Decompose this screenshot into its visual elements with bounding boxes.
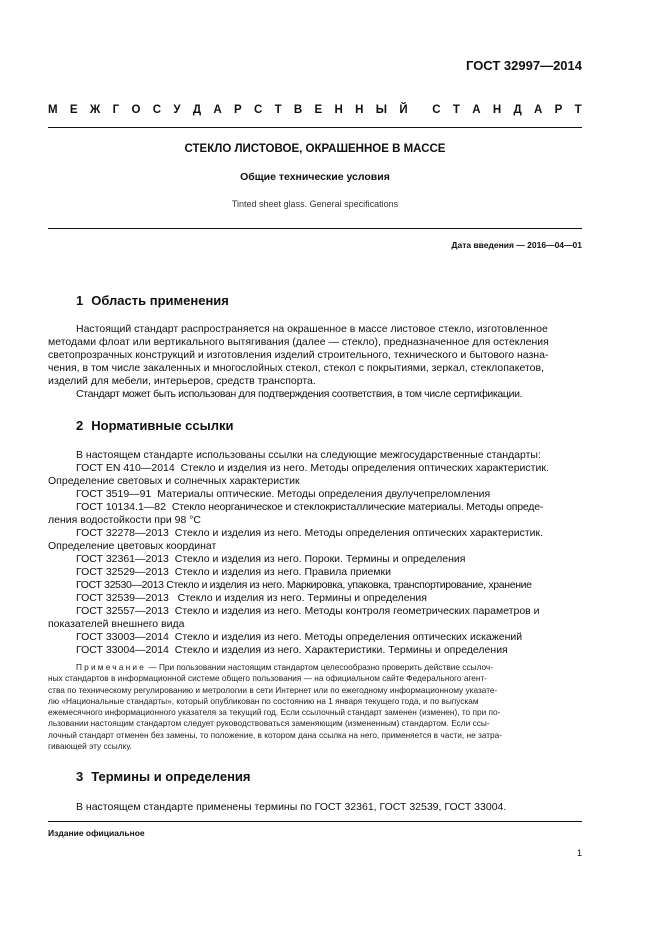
text-line: светопрозрачных конструкций и изготовления изделий строительного, технического и бытового назна-: [48, 349, 549, 361]
reference-title: Стекло неорганическое и стеклокристаллические материалы. Методы опреде-: [171, 501, 544, 513]
reference-code: ГОСТ 32529—2013: [76, 566, 169, 578]
note-line: лочный стандарт отменен без замены, то положение, в котором дана ссылка на него, применяется в части, не затра-: [48, 729, 503, 740]
document-title: СТЕКЛО ЛИСТОВОЕ, ОКРАШЕННОЕ В МАССЕ: [184, 143, 446, 155]
reference-continuation: ления водостойкости при 98 °С: [48, 514, 201, 526]
reference-title: Материалы оптические. Методы определения двулучепреломления: [157, 488, 491, 500]
banner-letter: О: [131, 104, 141, 116]
reference-title: Стекло и изделия из него. Термины и определения: [177, 592, 427, 604]
reference-code: ГОСТ 3519—91: [76, 488, 152, 500]
page-number: 1: [576, 848, 582, 858]
section-1-heading: [76, 293, 237, 308]
section-number: 3: [76, 769, 84, 784]
note-line: ства по техническому регулированию и метрологии в сети Интернет или по ежегодному информационному указате-: [48, 684, 498, 695]
section-1-paragraph: [48, 323, 582, 401]
edition-label: Издание официальное: [48, 828, 145, 838]
reference-item: [48, 605, 582, 618]
note-line: [48, 662, 582, 673]
banner-letter: Н: [492, 104, 502, 116]
reference-title: Стекло и изделия из него. Характеристики. Термины и определения: [174, 644, 508, 656]
reference-item: [48, 579, 582, 592]
reference-code: ГОСТ 32530—2013: [76, 579, 164, 591]
banner-letter: Т: [452, 104, 460, 116]
reference-continuation: Определение световых и солнечных характеристик: [48, 475, 300, 487]
banner-letter: А: [213, 104, 222, 116]
english-title: Tinted sheet glass. General specifications: [231, 199, 399, 209]
reference-title: Стекло и изделия из него. Методы определения оптических характеристик.: [174, 527, 544, 539]
reference-code: ГОСТ 32557—2013: [76, 605, 169, 617]
section-3-heading: [76, 769, 259, 784]
introduction-date: Дата введения — 2016—04—01: [451, 240, 582, 250]
text-line: Настоящий стандарт распространяется на окрашенное в массе листовое стекло, изготовленное: [76, 323, 548, 335]
banner-letter: В: [293, 104, 303, 116]
document-subtitle: Общие технические условия: [240, 171, 390, 183]
reference-code: ГОСТ 33003—2014: [76, 631, 169, 643]
banner-letter: Ы: [375, 104, 388, 116]
reference-code: ГОСТ 10134.1—82: [76, 501, 166, 513]
banner-letter: Г: [112, 104, 120, 116]
banner-letter: М: [48, 104, 58, 116]
reference-continuation: Определение цветовых координат: [48, 540, 217, 552]
reference-title: Стекло и изделия из него. Пороки. Термины и определения: [174, 553, 466, 565]
interstate-standard-banner: [48, 104, 582, 116]
text-line: методами флоат или вертикального вытягивания (далее — стекло), предназначенное для остекления: [48, 336, 549, 348]
note-line: льзовании настоящим стандартом следует руководствоваться заменяющим (измененным) стандартом. Если ссы-: [48, 718, 490, 729]
footer-divider: [48, 821, 582, 822]
reference-title: Стекло и изделия из него. Методы контроля геометрических параметров и: [174, 605, 540, 617]
text-line: В настоящем стандарте применены термины по ГОСТ 32361, ГОСТ 32539, ГОСТ 33004.: [76, 801, 507, 813]
section-number: 2: [76, 418, 84, 433]
note-text: — При пользовании настоящим стандартом целесообразно проверить действие ссылоч-: [148, 662, 494, 672]
banner-letter: Н: [334, 104, 343, 116]
reference-title: Стекло и изделия из него. Маркировка, упаковка, транспортирование, хранение: [166, 579, 532, 591]
reference-item: [48, 644, 582, 657]
banner-letter: Д: [192, 104, 202, 116]
banner-letter: Т: [274, 104, 282, 116]
banner-letter: Р: [554, 104, 563, 116]
doc-number: ГОСТ 32997—2014: [466, 58, 582, 73]
banner-letter: С: [432, 104, 441, 116]
banner-letter: У: [173, 104, 181, 116]
reference-item: [48, 553, 582, 566]
note-line: ежемесячного информационного указателя за текущий год. Если ссылочный стандарт заменен (изменен), то при по-: [48, 707, 501, 718]
banner-letter: Д: [513, 104, 522, 116]
section-3-paragraph: [48, 801, 582, 814]
banner-letter: А: [533, 104, 543, 116]
references-intro: В настоящем стандарте использованы ссылки на следующие межгосударственные стандарты:: [76, 449, 541, 461]
reference-title: Стекло и изделия из него. Методы определения оптических искажений: [174, 631, 523, 643]
banner-letter: Й: [399, 104, 408, 116]
banner-letter: С: [253, 104, 263, 116]
reference-title: Стекло и изделия из него. Методы определения оптических характеристик.: [180, 462, 549, 474]
reference-code: ГОСТ 33004—2014: [76, 644, 169, 656]
banner-letter: А: [472, 104, 481, 116]
banner-letter: Е: [69, 104, 78, 116]
banner-letter: Р: [233, 104, 242, 116]
section-title: Термины и определения: [91, 769, 251, 784]
section-title: Область применения: [91, 293, 229, 308]
reference-item: [48, 592, 582, 605]
reference-code: ГОСТ EN 410—2014: [76, 462, 175, 474]
banner-letter: Е: [314, 104, 323, 116]
note-line: ных стандартов в информационной системе общего пользования — на официальном сайте Федерального агент-: [48, 673, 488, 684]
section-title: Нормативные ссылки: [91, 418, 234, 433]
title-divider: [48, 228, 582, 229]
normative-references-list: [48, 449, 582, 657]
reference-item: [48, 566, 582, 579]
banner-letter: С: [152, 104, 162, 116]
reference-title: Стекло и изделия из него. Правила приемки: [174, 566, 391, 578]
reference-item: [48, 527, 582, 540]
text-line: Стандарт может быть использован для подтверждения соответствия, в том числе сертификации.: [76, 388, 523, 400]
reference-continuation: показателей внешнего вида: [48, 618, 185, 630]
reference-code: ГОСТ 32539—2013: [76, 592, 169, 604]
text-line: изделий для мебели, интерьеров, средств транспорта.: [48, 375, 316, 387]
banner-letter: Н: [355, 104, 364, 116]
text-line: чения, в том числе закаленных и многослойных стекол, стекол с покрытиями, зеркал, стеклопакетов,: [48, 362, 545, 374]
reference-code: ГОСТ 32361—2013: [76, 553, 169, 565]
reference-code: ГОСТ 32278—2013: [76, 527, 169, 539]
references-note: [48, 662, 582, 752]
section-number: 1: [76, 293, 84, 308]
reference-item: [48, 501, 582, 514]
reference-item: [48, 631, 582, 644]
note-line: гивающей эту ссылку.: [48, 741, 132, 752]
reference-item: [48, 488, 582, 501]
note-line: лю «Национальные стандарты», который опубликован по состоянию на 1 января текущего года, и по выпускам: [48, 695, 479, 706]
reference-item: [48, 462, 582, 475]
top-divider: [48, 127, 582, 128]
note-label: Примечание: [76, 662, 147, 672]
banner-letter: Т: [574, 104, 582, 116]
banner-letter: Ж: [89, 104, 101, 116]
section-2-heading: [76, 418, 241, 433]
